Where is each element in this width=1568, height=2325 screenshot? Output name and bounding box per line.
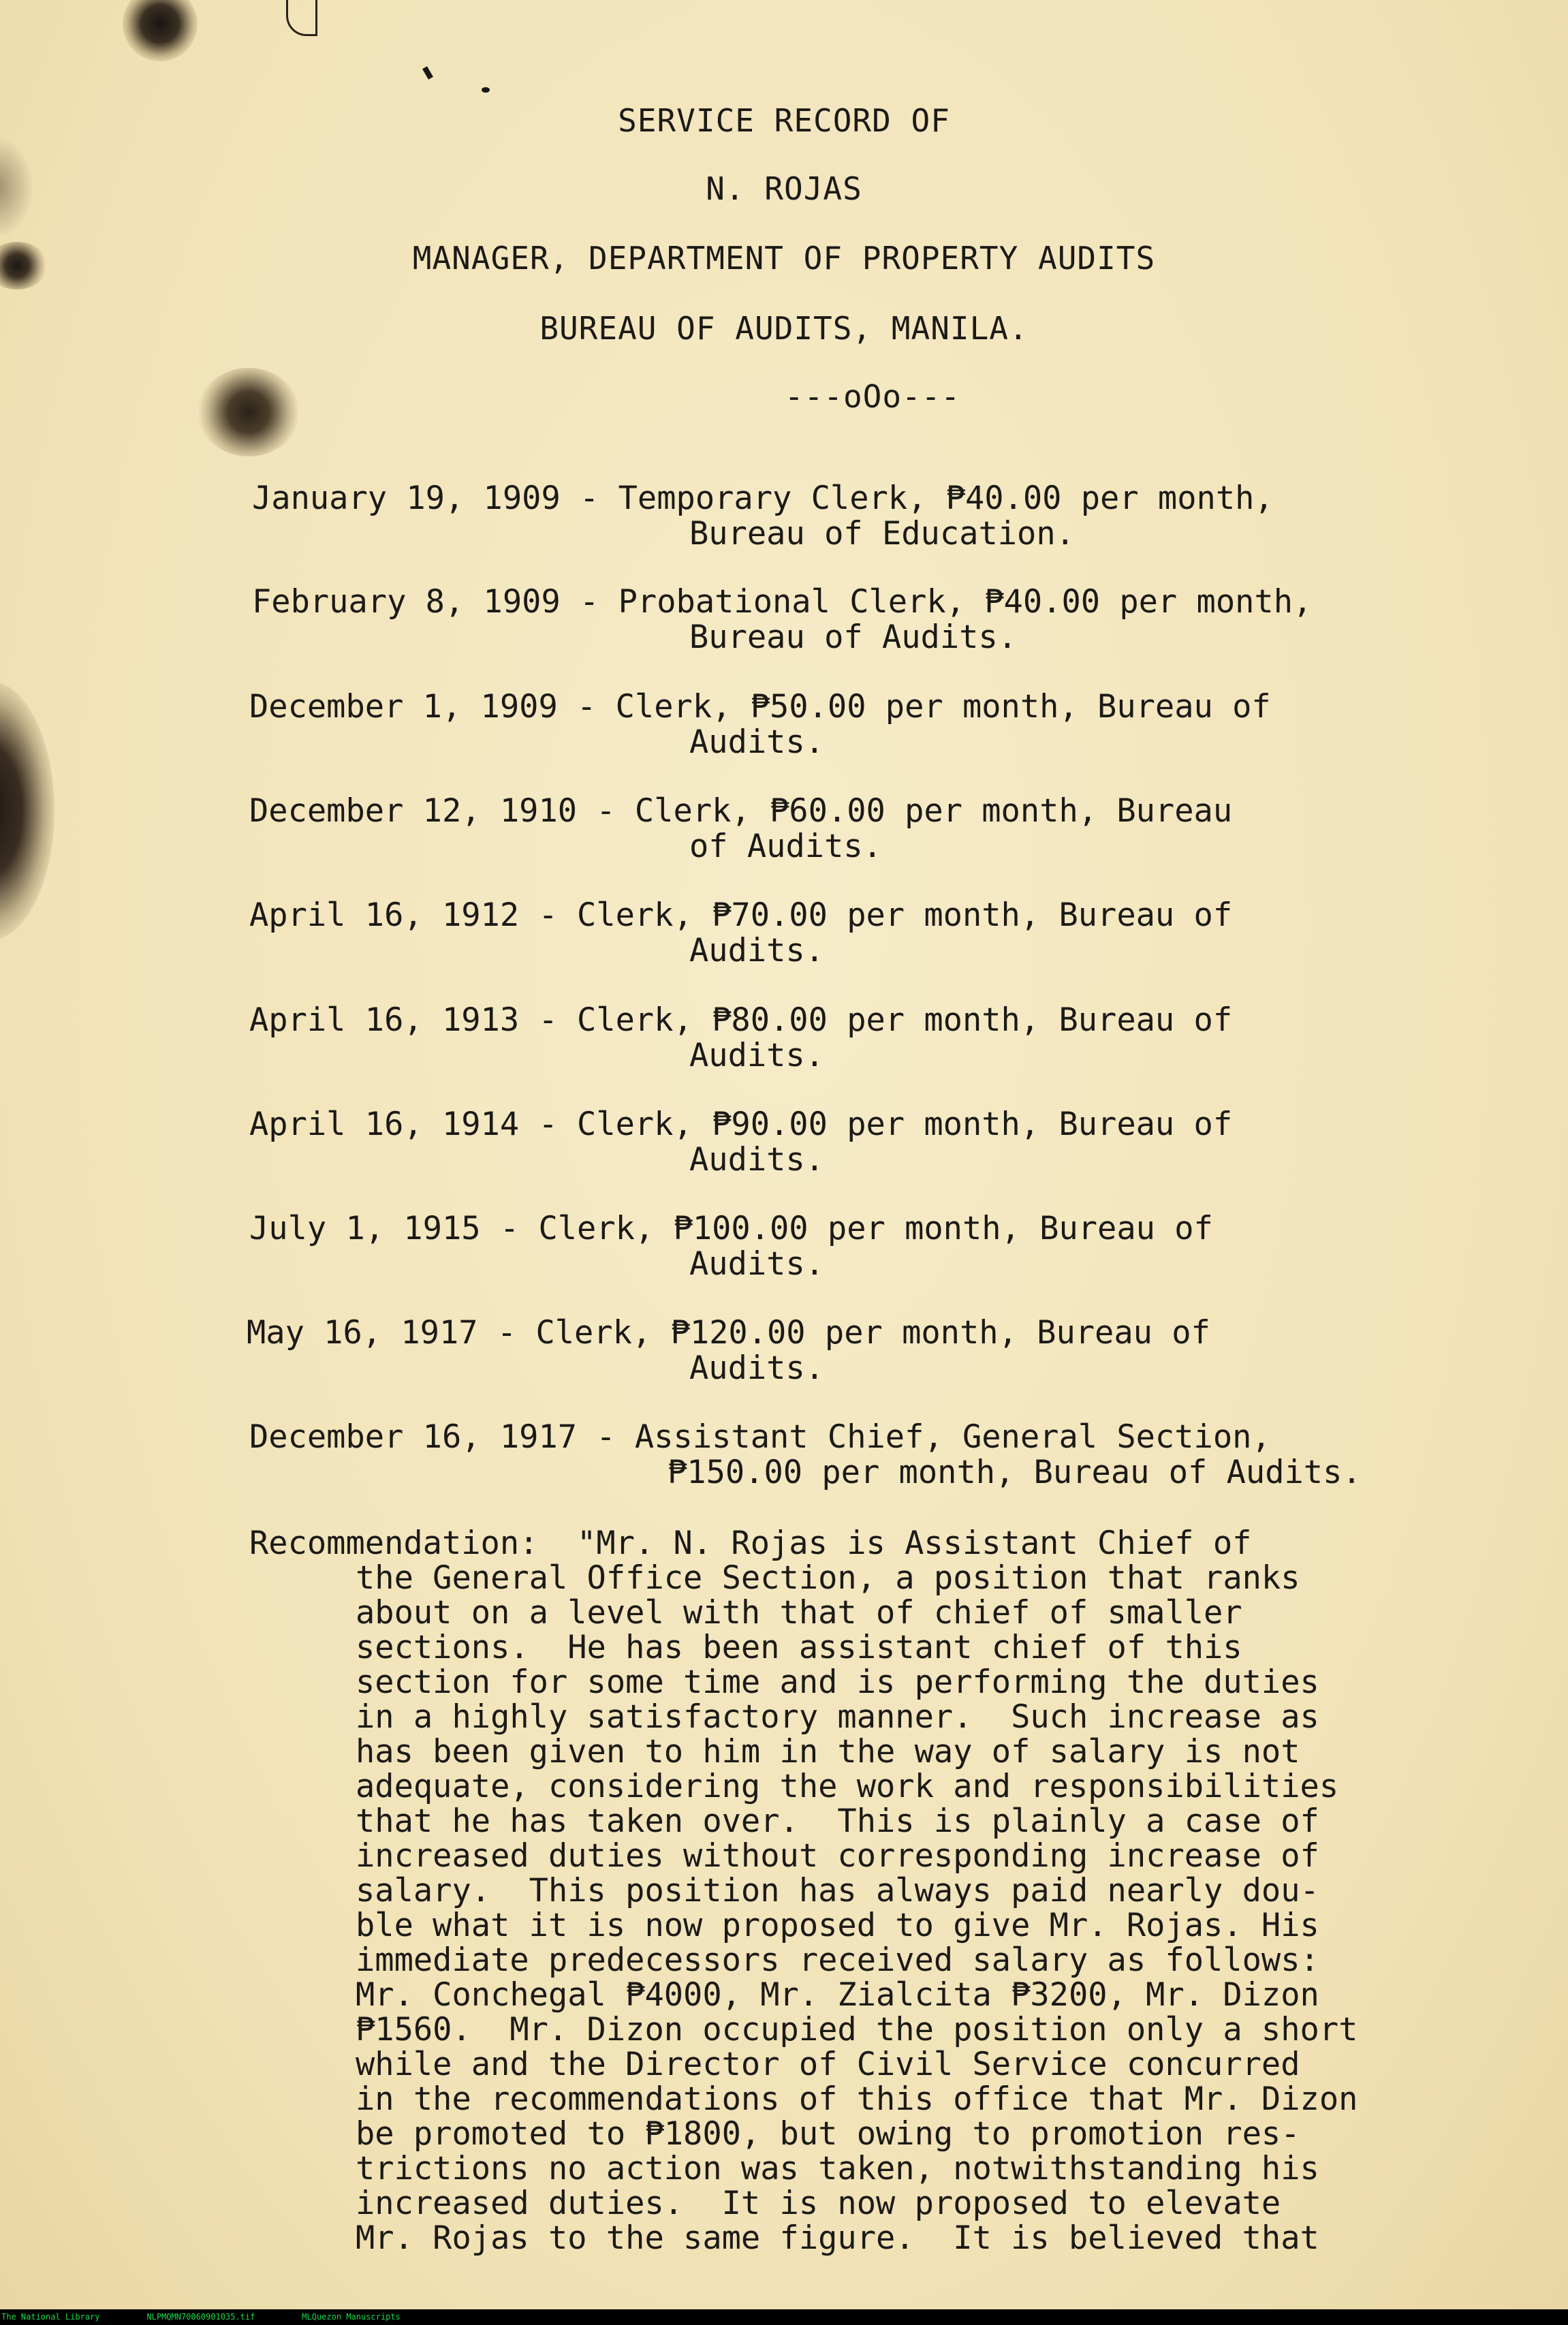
- recommendation-line: ble what it is now proposed to give Mr. Rojas. His: [356, 1907, 1319, 1944]
- recommendation-line: be promoted to ₱1800, but owing to promotion res-: [356, 2115, 1300, 2153]
- entry-line: April 16, 1912 - Clerk, ₱70.00 per month, Bureau of: [249, 896, 1233, 934]
- employer-bureau: BUREAU OF AUDITS, MANILA.: [539, 310, 1029, 347]
- recommendation-line: Mr. Rojas to the same figure. It is believed that: [356, 2219, 1319, 2257]
- recommendation-line: section for some time and is performing the duties: [356, 1664, 1319, 1701]
- recommendation-line: ₱1560. Mr. Dizon occupied the position only a short: [356, 2011, 1358, 2048]
- entry-line: January 19, 1909 - Temporary Clerk, ₱40.00 per month,: [252, 480, 1274, 517]
- employee-name: N. ROJAS: [706, 170, 862, 207]
- recommendation-line: immediate predecessors received salary as follows:: [356, 1941, 1319, 1979]
- entry-line: July 1, 1915 - Clerk, ₱100.00 per month, Bureau of: [249, 1210, 1213, 1247]
- recommendation-line: that he has taken over. This is plainly a case of: [356, 1803, 1319, 1840]
- entry-continuation: Audits.: [689, 1037, 825, 1074]
- footer-filename: NLPMQMN70060901035.tif: [146, 2312, 255, 2322]
- record-title: SERVICE RECORD OF: [618, 102, 950, 139]
- recommendation-line: has been given to him in the way of salary is not: [356, 1733, 1300, 1770]
- ink-speck: [482, 87, 490, 93]
- recommendation-line: sections. He has been assistant chief of this: [356, 1629, 1242, 1666]
- entry-line: December 16, 1917 - Assistant Chief, General Section,: [249, 1418, 1271, 1456]
- recommendation-line: while and the Director of Civil Service concurred: [356, 2046, 1300, 2083]
- entry-line: April 16, 1913 - Clerk, ₱80.00 per month, Bureau of: [249, 1001, 1233, 1039]
- recommendation-line: Mr. Conchegal ₱4000, Mr. Zialcita ₱3200, Mr. Dizon: [356, 1976, 1319, 2014]
- entry-line: May 16, 1917 - Clerk, ₱120.00 per month, Bureau of: [247, 1314, 1210, 1352]
- recommendation-line: in a highly satisfactory manner. Such increase as: [356, 1698, 1319, 1736]
- recommendation-line: salary. This position has always paid nearly dou-: [356, 1872, 1319, 1909]
- recommendation-line: increased duties without corresponding increase of: [356, 1837, 1319, 1875]
- entry-continuation: Audits.: [689, 932, 825, 969]
- entry-continuation: Bureau of Education.: [689, 515, 1075, 552]
- entry-continuation: of Audits.: [689, 828, 882, 865]
- ink-stain: [123, 0, 198, 61]
- recommendation-line: the General Office Section, a position that ranks: [356, 1559, 1300, 1597]
- employee-position: MANAGER, DEPARTMENT OF PROPERTY AUDITS: [412, 240, 1156, 277]
- entry-line: December 1, 1909 - Clerk, ₱50.00 per month, Bureau of: [249, 688, 1271, 725]
- entry-continuation: Audits.: [689, 723, 825, 761]
- recommendation-line: Recommendation: "Mr. N. Rojas is Assistant Chief of: [249, 1525, 1252, 1562]
- recommendation-line: about on a level with that of chief of smaller: [356, 1594, 1242, 1632]
- entry-line: February 8, 1909 - Probational Clerk, ₱40.00 per month,: [252, 583, 1313, 621]
- entry-continuation: ₱150.00 per month, Bureau of Audits.: [668, 1454, 1362, 1491]
- recommendation-line: increased duties. It is now proposed to elevate: [356, 2185, 1281, 2222]
- entry-continuation: Audits.: [689, 1141, 825, 1179]
- footer-collection: MLQuezon Manuscripts: [302, 2312, 401, 2322]
- recommendation-line: trictions no action was taken, notwithstanding his: [356, 2150, 1319, 2187]
- entry-line: December 12, 1910 - Clerk, ₱60.00 per month, Bureau: [249, 792, 1233, 830]
- footer-library: The National Library: [1, 2312, 100, 2322]
- recommendation-line: adequate, considering the work and responsibilities: [356, 1768, 1339, 1805]
- ink-stain: [0, 681, 54, 940]
- recommendation-line: in the recommendations of this office that Mr. Dizon: [356, 2080, 1358, 2118]
- section-divider: ---oOo---: [784, 378, 961, 415]
- entry-continuation: Audits.: [689, 1349, 825, 1387]
- entry-line: April 16, 1914 - Clerk, ₱90.00 per month, Bureau of: [249, 1106, 1233, 1143]
- entry-continuation: Bureau of Audits.: [689, 619, 1018, 656]
- ink-speck: [422, 66, 433, 80]
- entry-continuation: Audits.: [689, 1245, 825, 1283]
- binder-clip-mark: [286, 0, 317, 36]
- scan-footer: [0, 2309, 1568, 2325]
